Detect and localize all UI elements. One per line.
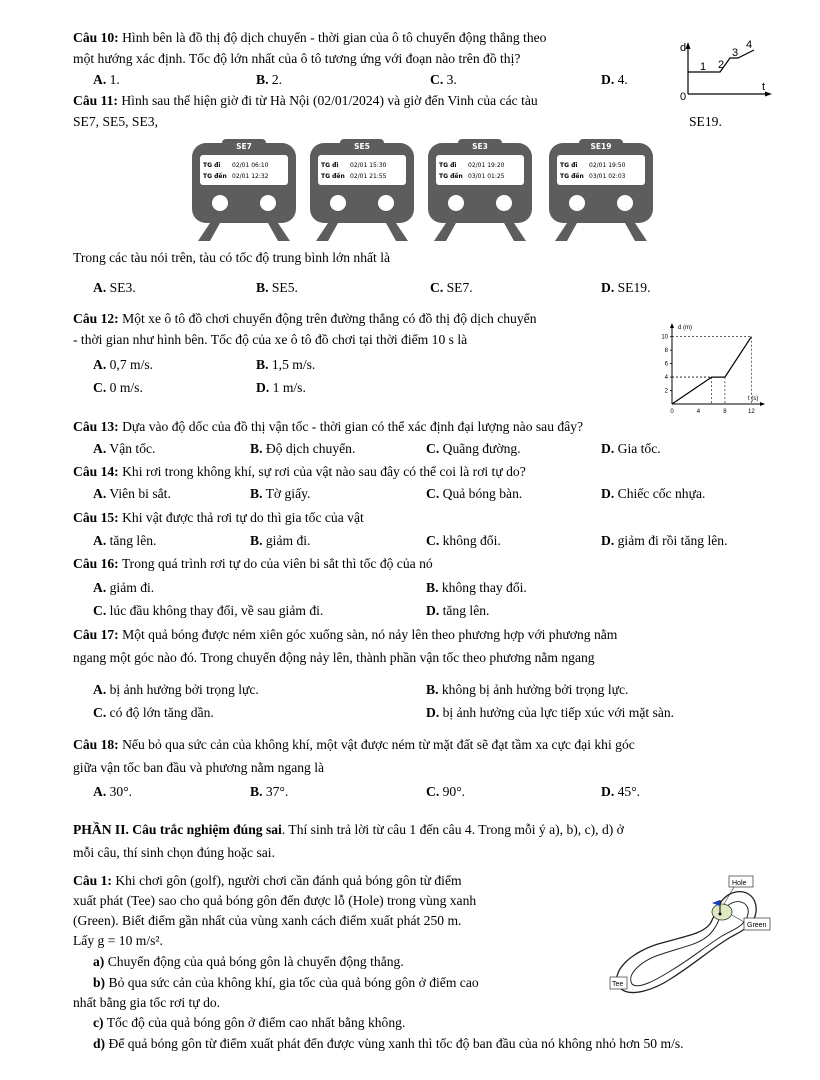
train-arr-time: 03/01 02:03	[589, 173, 626, 180]
q15-option-a[interactable]: A. tăng lên.	[93, 533, 157, 548]
x-tick-label: 12	[748, 409, 755, 415]
q17-line1: Câu 17: Một quả bóng được ném xiên góc xuống sàn, nó nảy lên theo phương hợp với phương nằm	[73, 627, 618, 642]
q10-t-label: t	[762, 81, 766, 93]
p2q1-line2: xuất phát (Tee) sao cho quả bóng gôn đến được lỗ (Hole) trong vùng xanh	[73, 893, 477, 908]
train-headlight-left-icon	[212, 195, 228, 211]
q14-option-b[interactable]: B. Tờ giấy.	[250, 486, 311, 501]
train-headlight-right-icon	[496, 195, 512, 211]
y-axis-arrow-icon	[670, 323, 674, 328]
x-axis-label: t (s)	[748, 396, 759, 402]
q13-option-a[interactable]: A. Vận tốc.	[93, 441, 156, 456]
green-label: Green	[747, 922, 767, 929]
train-name: SE19	[590, 142, 612, 151]
train-card-se19	[545, 137, 657, 243]
part2-line1: PHẦN II. Câu trắc nghiệm đúng sai. Thí sinh trả lời từ câu 1 đến câu 4. Trong mỗi ý a), b), c), d) ở	[73, 822, 624, 837]
p2q1-statement-a[interactable]: a) Chuyển động của quả bóng gôn là chuyển động thẳng.	[93, 954, 404, 969]
train-dep-label: TG đi	[203, 162, 221, 169]
q10-line1: Câu 10: Hình bên là đồ thị độ dịch chuyển - thời gian của ô tô chuyển động thẳng theo	[73, 30, 547, 45]
train-headlight-right-icon	[378, 195, 394, 211]
train-headlight-left-icon	[569, 195, 585, 211]
q16-option-c[interactable]: C. lúc đầu không thay đổi, về sau giảm đi.	[93, 603, 324, 618]
train-arr-time: 02/01 12:32	[232, 173, 269, 180]
golf-figure	[598, 870, 778, 1010]
train-headlight-left-icon	[448, 195, 464, 211]
p2q1-statement-b2: nhất bằng gia tốc rơi tự do.	[73, 995, 221, 1010]
hole-pointer	[724, 887, 734, 904]
train-window	[557, 155, 645, 185]
q10-option-d[interactable]: D. 4.	[601, 72, 628, 87]
train-card-se7	[188, 137, 300, 243]
q13-option-b[interactable]: B. Độ dịch chuyển.	[250, 441, 356, 456]
train-rail-right-icon	[504, 223, 526, 241]
q10-option-a[interactable]: A. 1.	[93, 72, 120, 87]
train-window	[318, 155, 406, 185]
q11-option-b[interactable]: B. SE5.	[256, 280, 298, 295]
p2q1-line4: Lấy g = 10 m/s².	[73, 933, 163, 948]
train-rail-right-icon	[386, 223, 408, 241]
green-area	[712, 904, 732, 920]
q10-line2: một hướng xác định. Tốc độ lớn nhất của ô tô tương ứng với đoạn nào trên đồ thị?	[73, 51, 521, 66]
q12-chart	[650, 318, 770, 416]
fairway-outer	[617, 892, 756, 993]
train-window	[200, 155, 288, 185]
flag-icon	[712, 900, 720, 906]
tee-label: Tee	[612, 981, 624, 988]
q10-option-b[interactable]: B. 2.	[256, 72, 283, 87]
q18-line2: giữa vận tốc ban đầu và phương nằm ngang là	[73, 760, 325, 775]
y-tick-label: 8	[664, 348, 668, 355]
train-name: SE7	[236, 142, 252, 151]
train-arr-time: 02/01 21:55	[350, 173, 387, 180]
hole-label: Hole	[732, 880, 747, 887]
q11-line2-right: SE19.	[689, 114, 722, 129]
p2q1-line3: (Green). Biết điểm gần nhất của vùng xanh cách điểm xuất phát 250 m.	[73, 913, 462, 928]
q17-option-c[interactable]: C. có độ lớn tăng dần.	[93, 705, 214, 720]
q15-option-b[interactable]: B. giảm đi.	[250, 533, 311, 548]
train-arr-label: TG đến	[203, 173, 227, 180]
q16-option-d[interactable]: D. tăng lên.	[426, 603, 490, 618]
q10-graph	[676, 38, 776, 102]
train-dep-label: TG đi	[321, 162, 339, 169]
p2q1-statement-d[interactable]: d) Để quả bóng gôn từ điểm xuất phát đến được vùng xanh thì tốc độ ban đầu của nó không nhỏ hơn 50 m/s.	[93, 1036, 684, 1051]
hole-icon	[719, 913, 722, 916]
q10-seg2-label: 2	[718, 59, 725, 71]
q11-option-c[interactable]: C. SE7.	[430, 280, 473, 295]
q12-option-a[interactable]: A. 0,7 m/s.	[93, 357, 154, 372]
q11-option-d[interactable]: D. SE19.	[601, 280, 651, 295]
p2q1-statement-c[interactable]: c) Tốc độ của quả bóng gôn ở điểm cao nhất bằng không.	[93, 1015, 406, 1030]
train-rail-left-icon	[198, 223, 220, 241]
q18-option-c[interactable]: C. 90°.	[426, 784, 466, 799]
green-pointer	[732, 915, 744, 922]
q12-line2: - thời gian như hình bên. Tốc độ của xe ô tô đồ chơi tại thời điểm 10 s là	[73, 332, 468, 347]
y-tick-label: 4	[664, 375, 668, 382]
p2q1-statement-b1[interactable]: b) Bỏ qua sức cản của không khí, gia tốc của quả bóng gôn ở điểm cao	[93, 975, 479, 990]
q18-option-a[interactable]: A. 30°.	[93, 784, 133, 799]
train-arr-time: 03/01 01:25	[468, 173, 505, 180]
train-card-se5	[306, 137, 418, 243]
q17-line2: ngang một góc nào đó. Trong chuyển động nảy lên, thành phần vận tốc theo phương nằm ngang	[73, 650, 595, 665]
train-dep-time: 02/01 19:50	[589, 162, 626, 169]
q18-option-d[interactable]: D. 45°.	[601, 784, 641, 799]
y-tick-label: 6	[664, 361, 668, 368]
q12-line1: Câu 12: Một xe ô tô đồ chơi chuyển động trên đường thẳng có đồ thị độ dịch chuyển	[73, 311, 537, 326]
train-dep-label: TG đi	[560, 162, 578, 169]
q13-option-c[interactable]: C. Quãng đường.	[426, 441, 521, 456]
q16-line: Câu 16: Trong quá trình rơi tự do của viên bi sắt thì tốc độ của nó	[73, 556, 433, 571]
train-headlight-right-icon	[260, 195, 276, 211]
q15-option-c[interactable]: C. không đổi.	[426, 533, 501, 548]
q12-option-c[interactable]: C. 0 m/s.	[93, 380, 143, 395]
x-tick-label: 0	[670, 409, 674, 415]
q17-option-b[interactable]: B. không bị ảnh hưởng bởi trọng lực.	[426, 682, 629, 697]
q11-question: Trong các tàu nói trên, tàu có tốc độ trung bình lớn nhất là	[73, 250, 391, 265]
train-rail-right-icon	[625, 223, 647, 241]
q11-line2-left: SE7, SE5, SE3,	[73, 114, 158, 129]
train-headlight-left-icon	[330, 195, 346, 211]
q18-option-b[interactable]: B. 37°.	[250, 784, 289, 799]
q12-option-d[interactable]: D. 1 m/s.	[256, 380, 306, 395]
p2q1-line1: Câu 1: Khi chơi gôn (golf), người chơi cần đánh quả bóng gôn từ điểm	[73, 873, 462, 888]
q17-option-d[interactable]: D. bị ảnh hưởng của lực tiếp xúc với mặt sàn.	[426, 705, 675, 720]
train-rail-right-icon	[268, 223, 290, 241]
q10-seg3-label: 3	[732, 47, 739, 59]
part2-line2: mỗi câu, thí sinh chọn đúng hoặc sai.	[73, 845, 275, 860]
y-tick-label: 2	[664, 388, 668, 395]
train-card-se3	[424, 137, 536, 243]
q16-option-b[interactable]: B. không thay đổi.	[426, 580, 527, 595]
q18-line1: Câu 18: Nếu bỏ qua sức cản của không khí, một vật được ném từ mặt đất sẽ đạt tầm xa cực đại khi góc	[73, 737, 635, 752]
q10-seg4-label: 4	[746, 39, 753, 51]
q10-seg1-label: 1	[700, 61, 707, 73]
train-arr-label: TG đến	[560, 173, 584, 180]
q15-line: Câu 15: Khi vật được thả rơi tự do thì gia tốc của vật	[73, 510, 364, 525]
x-axis-arrow-icon	[760, 402, 765, 406]
y-axis-label: d (m)	[678, 325, 692, 331]
q10-d-label: d	[680, 42, 687, 54]
q14-option-c[interactable]: C. Quả bóng bàn.	[426, 486, 523, 501]
q11-line1: Câu 11: Hình sau thể hiện giờ đi từ Hà Nội (02/01/2024) và giờ đến Vinh của các tàu	[73, 93, 538, 108]
y-tick-label: 10	[661, 334, 668, 341]
train-dep-label: TG đi	[439, 162, 457, 169]
q15-option-d[interactable]: D. giảm đi rồi tăng lên.	[601, 533, 728, 548]
q10-origin-label: 0	[680, 91, 687, 102]
q10-option-c[interactable]: C. 3.	[430, 72, 457, 87]
q17-option-a[interactable]: A. bị ảnh hưởng bởi trọng lực.	[93, 682, 259, 697]
q12-option-b[interactable]: B. 1,5 m/s.	[256, 357, 316, 372]
train-rail-left-icon	[316, 223, 338, 241]
train-headlight-right-icon	[617, 195, 633, 211]
train-arr-label: TG đến	[439, 173, 463, 180]
train-dep-time: 02/01 15:30	[350, 162, 387, 169]
train-window	[436, 155, 524, 185]
q11-option-a[interactable]: A. SE3.	[93, 280, 136, 295]
train-rail-left-icon	[434, 223, 456, 241]
train-name: SE5	[354, 142, 370, 151]
train-name: SE3	[472, 142, 488, 151]
q14-line: Câu 14: Khi rơi trong không khí, sự rơi của vật nào sau đây có thể coi là rơi tự do?	[73, 464, 526, 479]
train-arr-label: TG đến	[321, 173, 345, 180]
train-dep-time: 02/01 19:20	[468, 162, 505, 169]
q14-option-a[interactable]: A. Viên bi sắt.	[93, 486, 171, 501]
q13-option-d[interactable]: D. Gia tốc.	[601, 441, 661, 456]
train-dep-time: 02/01 06:10	[232, 162, 269, 169]
q16-option-a[interactable]: A. giảm đi.	[93, 580, 155, 595]
train-rail-left-icon	[555, 223, 577, 241]
q13-line: Câu 13: Dựa vào độ dốc của đồ thị vận tốc - thời gian có thể xác định đại lượng nào sau đây?	[73, 419, 584, 434]
q14-option-d[interactable]: D. Chiếc cốc nhựa.	[601, 486, 706, 501]
x-tick-label: 8	[723, 409, 727, 415]
x-tick-label: 4	[696, 409, 701, 415]
